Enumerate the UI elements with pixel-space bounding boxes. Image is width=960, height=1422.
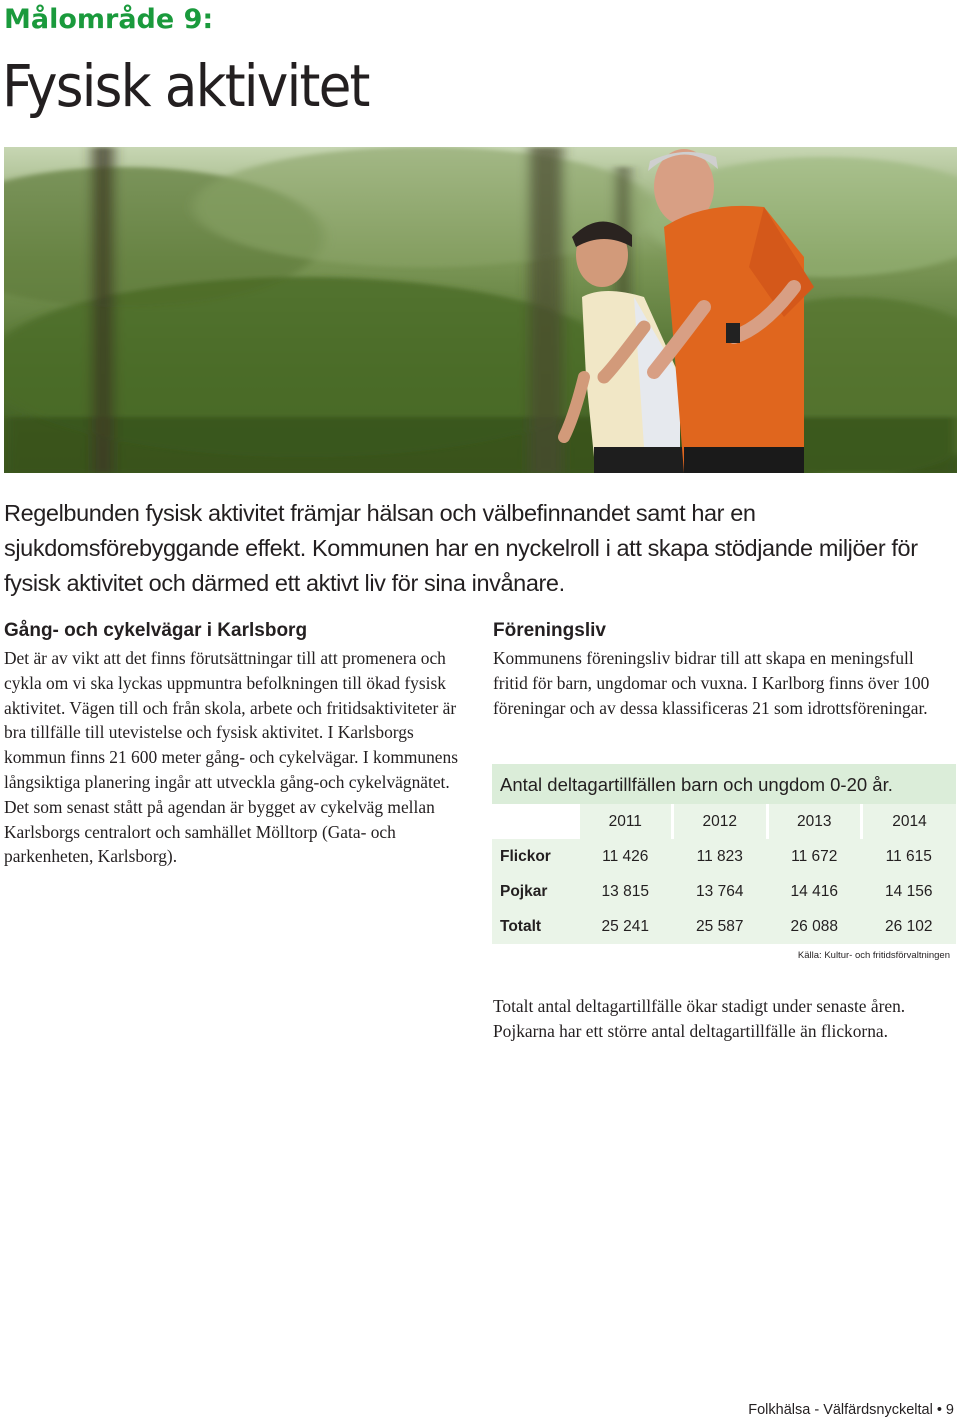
table-row <box>492 839 956 874</box>
row-label: Totalt <box>492 909 578 944</box>
table-row <box>492 909 956 944</box>
table-cell: 13 815 <box>578 874 673 909</box>
body-walking-cycling: Det är av vikt att det finns förutsättningar till att promenera och cykla om vi ska lyckas uppmuntra befolkningen till ökad fysisk aktivitet. Vägen till och från skola, arbete och fritidsaktiviteter är bra tillfälle till utevistelse och fysisk aktivitet. I Karlsborgs kommun finns 21 600 meter gång- och cykelvägar. I kommunens långsiktiga planering ingår att utveckla gång-och cykelvägnätet. Det som senast stått på agendan är bygget av cykelväg mellan Karlsborgs centralort och samhället Mölltorp (Gata- och parkenheten, Karlsborg). <box>4 648 458 867</box>
table-cell: 26 088 <box>767 909 862 944</box>
table-cell: 11 426 <box>578 839 673 874</box>
table-title: Antal deltagartillfällen barn och ungdom 0-20 år. <box>492 764 956 804</box>
table-cell: 11 615 <box>862 839 957 874</box>
page-title: Fysisk aktivitet <box>2 52 369 120</box>
table-corner <box>492 804 578 839</box>
intro-paragraph: Regelbunden fysisk aktivitet främjar hälsan och välbefinnandet samt har en sjukdomsförebyggande effekt. Kommunen har en nyckelroll i att skapa stödjande miljöer för fysisk aktivitet och därmed ett aktivt liv för sina invånare. <box>4 500 918 596</box>
runners-photo <box>4 147 957 473</box>
page-footer: Folkhälsa - Välfärdsnyckeltal • 9 <box>748 1402 954 1418</box>
table-cell: 11 823 <box>673 839 768 874</box>
row-label: Pojkar <box>492 874 578 909</box>
year-header: 2013 <box>767 804 862 839</box>
table-cell: 25 587 <box>673 909 768 944</box>
year-header: 2011 <box>578 804 673 839</box>
table-cell: 14 156 <box>862 874 957 909</box>
table-cell: 25 241 <box>578 909 673 944</box>
table-row <box>492 874 956 909</box>
year-header: 2012 <box>673 804 768 839</box>
body-associations: Kommunens föreningsliv bidrar till att skapa en meningsfull fritid för barn, ungdomar och vuxna. I Karlborg finns över 100 föreningar och av dessa klassificeras 21 som idrottsföreningar. <box>493 648 930 718</box>
heading-walking-cycling: Gång- och cykelvägar i Karlsborg <box>4 620 308 641</box>
table-cell: 14 416 <box>767 874 862 909</box>
table-header-row <box>492 804 956 839</box>
photo-two-runners-in-park-icon <box>4 147 957 473</box>
row-label: Flickor <box>492 839 578 874</box>
table-cell: 11 672 <box>767 839 862 874</box>
participation-table <box>492 804 956 944</box>
table-cell: 13 764 <box>673 874 768 909</box>
table-source: Källa: Kultur- och fritidsförvaltningen <box>797 950 950 961</box>
table-cell: 26 102 <box>862 909 957 944</box>
section-kicker: Målområde 9: <box>4 4 214 35</box>
conclusion-paragraph: Totalt antal deltagartillfälle ökar stadigt under senaste åren. Pojkarna har ett större antal deltagartillfälle än flickorna. <box>493 996 906 1041</box>
heading-associations: Föreningsliv <box>493 620 606 641</box>
year-header: 2014 <box>862 804 957 839</box>
